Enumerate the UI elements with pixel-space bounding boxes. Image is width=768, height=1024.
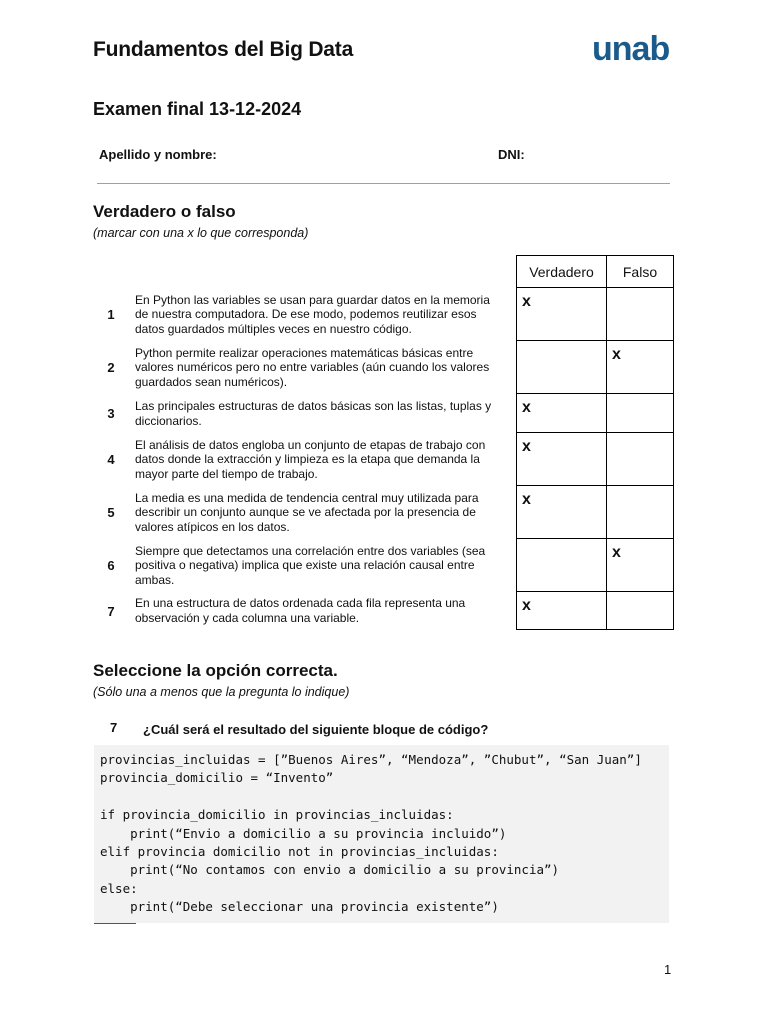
question-row: [100, 539, 506, 592]
true-cell[interactable]: [517, 433, 607, 486]
true-cell[interactable]: [517, 592, 607, 630]
false-mark: [607, 486, 673, 511]
true-false-title: Verdadero o falso: [93, 202, 236, 221]
true-mark: x: [522, 399, 531, 416]
question-number: 4: [107, 452, 115, 467]
false-mark: x: [612, 544, 621, 561]
question-text: Siempre que detectamos una correlación entre dos variables (sea positiva o negativa) implica que existe una relación causal entre ambas.: [135, 543, 486, 587]
question-number: 1: [107, 307, 115, 322]
true-cell[interactable]: [517, 288, 607, 341]
false-cell[interactable]: [607, 341, 674, 394]
footnote-rule: [94, 923, 136, 924]
page-number: 1: [664, 962, 672, 977]
question-number: 7: [107, 603, 115, 619]
true-mark: x: [522, 597, 531, 614]
code-line: else:: [100, 880, 138, 896]
question-row: [100, 486, 506, 539]
false-cell[interactable]: [607, 539, 674, 592]
false-mark: [607, 288, 673, 313]
true-cell[interactable]: [517, 539, 607, 592]
true-false-instruction: (marcar con una x lo que corresponda): [93, 226, 309, 240]
code-line: print(“Debe seleccionar una provincia existente”): [100, 899, 499, 915]
question-text: El análisis de datos engloba un conjunto de etapas de trabajo con datos donde la extracción y limpieza es la etapa que demanda la mayor parte del tiempo de trabajo.: [135, 437, 486, 481]
dni-label: DNI:: [498, 147, 525, 162]
mc-question-text: ¿Cuál será el resultado del siguiente bloque de código?: [143, 722, 489, 737]
divider: [97, 183, 670, 184]
question-number: 6: [107, 558, 115, 573]
code-line: if provincia_domicilio in provincias_incluidas:: [100, 807, 454, 823]
question-number: 2: [107, 360, 115, 375]
code-line: provincia_domicilio = “Invento”: [100, 770, 334, 786]
true-column-header: Verdadero: [517, 256, 607, 288]
question-row: [100, 394, 506, 433]
question-number: 3: [107, 406, 115, 421]
true-mark: x: [522, 293, 531, 310]
false-mark: [607, 394, 673, 419]
question-number: 5: [107, 505, 115, 520]
true-mark: x: [522, 438, 531, 455]
question-text: La media es una medida de tendencia central muy utilizada para describir un conjunto aunque se ve afectada por la presencia de valores atípicos en los datos.: [135, 490, 479, 534]
code-block: [94, 745, 669, 923]
multiple-choice-title: Seleccione la opción correcta.: [93, 661, 338, 680]
code-line: provincias_incluidas = [”Buenos Aires”, “Mendoza”, ”Chubut”, “San Juan”]: [100, 752, 642, 767]
question-text: En Python las variables se usan para guardar datos en la memoria de nuestra computadora. De ese modo, podemos reutilizar esos datos guardados múltiples veces en nuestro código.: [135, 292, 490, 336]
question-row: [100, 341, 506, 394]
false-cell[interactable]: [607, 592, 674, 630]
false-cell[interactable]: [607, 433, 674, 486]
false-cell[interactable]: [607, 288, 674, 341]
course-title: Fundamentos del Big Data: [93, 38, 354, 61]
true-cell[interactable]: [517, 341, 607, 394]
false-cell[interactable]: [607, 394, 674, 433]
code-line: elif provincia domicilio not in provincias_incluidas:: [100, 844, 499, 860]
name-label: Apellido y nombre:: [99, 147, 217, 162]
mc-question-number: 7: [110, 720, 118, 735]
exam-title: Examen final 13-12-2024: [93, 99, 302, 119]
true-mark: [517, 539, 606, 564]
false-mark: [607, 592, 673, 617]
true-cell[interactable]: [517, 486, 607, 539]
unab-logo: unab: [592, 30, 670, 68]
question-text: Las principales estructuras de datos básicas son las listas, tuplas y diccionarios.: [135, 398, 492, 428]
question-text: En una estructura de datos ordenada cada fila representa una observación y cada columna una variable.: [135, 596, 466, 625]
multiple-choice-instruction: (Sólo una a menos que la pregunta lo indique): [93, 685, 350, 699]
answer-table: [516, 255, 674, 630]
true-cell[interactable]: [517, 394, 607, 433]
false-column-header: Falso: [607, 256, 674, 288]
code-line: print(“Envio a domicilio a su provincia incluido”): [100, 825, 507, 841]
true-mark: [517, 341, 606, 366]
question-text: Python permite realizar operaciones matemáticas básicas entre valores numéricos pero no entre variables (aún cuando los valores guardados sean numéricos).: [135, 345, 490, 389]
false-cell[interactable]: [607, 486, 674, 539]
true-mark: x: [522, 491, 531, 508]
code-line: print(“No contamos con envio a domicilio a su provincia”): [100, 862, 560, 878]
question-row: [100, 592, 506, 630]
false-mark: x: [612, 346, 621, 363]
question-row: [100, 288, 506, 341]
question-row: [100, 433, 506, 486]
false-mark: [607, 433, 673, 458]
code-line: [100, 788, 669, 806]
